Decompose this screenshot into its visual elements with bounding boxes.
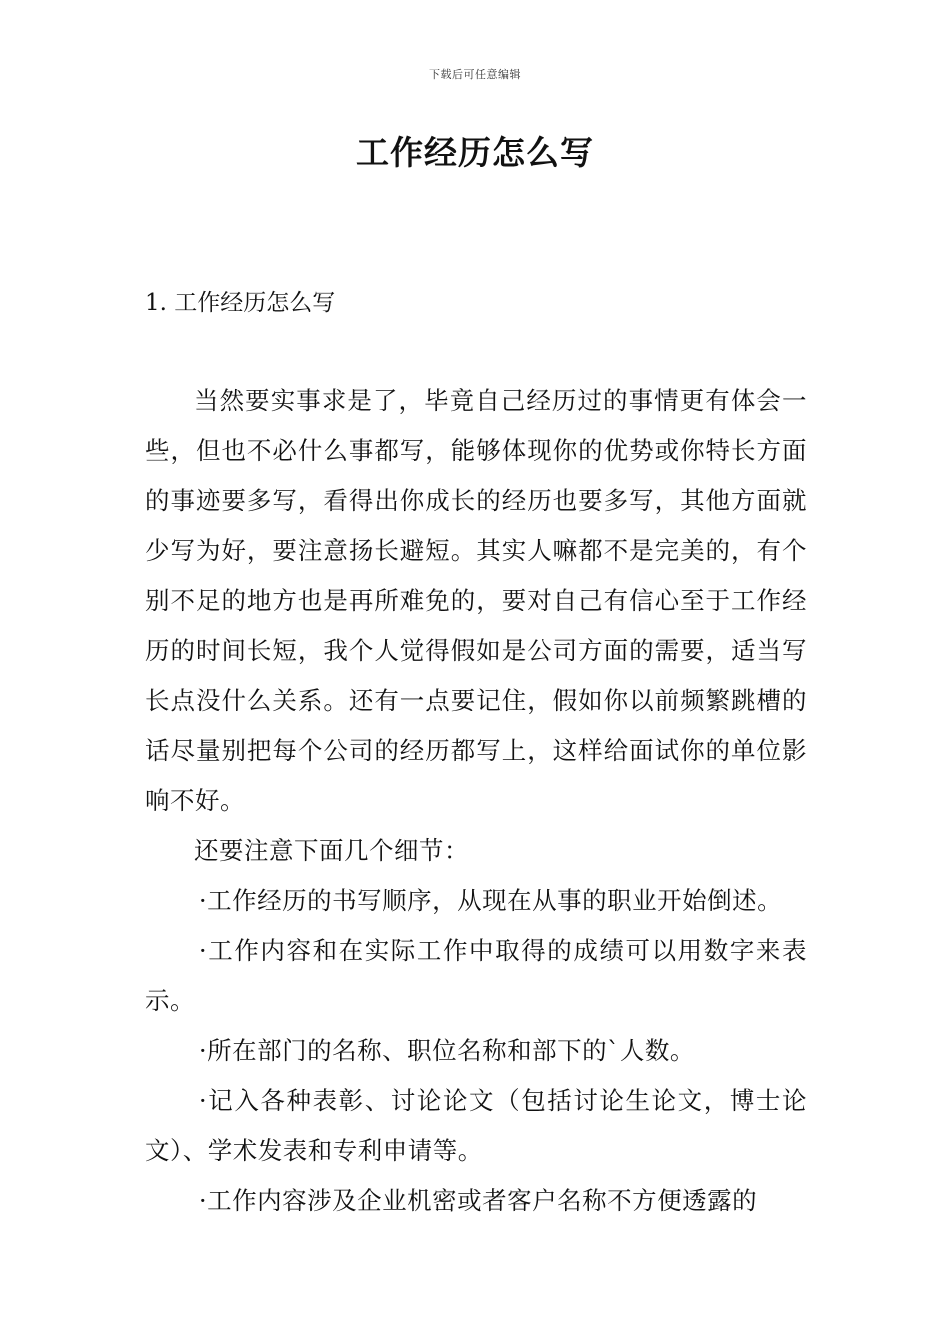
bullet-item: ·所在部门的名称、职位名称和部下的`人数。 — [198, 1036, 695, 1065]
bullet-item: ·工作内容涉及企业机密或者客户名称不方便透露的 — [198, 1186, 758, 1215]
bullet-item: ·记入各种表彰、讨论论文（包括讨论生论文，博士论文）、学术发表和专利申请等。 — [145, 1086, 807, 1165]
document-body — [145, 376, 807, 1226]
body-paragraph: 当然要实事求是了，毕竟自己经历过的事情更有体会一些，但也不必什么事都写，能够体现你的优势或你特长方面的事迹要多写，看得出你成长的经历也要多写，其他方面就少写为好，要注意扬长避短。其实人嘛都不是完美的，有个别不足的地方也是再所难免的，要对自己有信心至于工作经历的时间长短，我个人觉得假如是公司方面的需要，适当写长点没什么关系。还有一点要记住，假如你以前频繁跳槽的话尽量别把每个公司的经历都写上，这样给面试你的单位影响不好。 — [145, 386, 807, 815]
section-heading: 1. 工作经历怎么写 — [145, 290, 336, 316]
document-title: 工作经历怎么写 — [356, 133, 594, 172]
body-paragraph: 还要注意下面几个细节： — [194, 836, 469, 865]
page-header-note: 下载后可任意编辑 — [429, 68, 521, 81]
bullet-item: ·工作内容和在实际工作中取得的成绩可以用数字来表示。 — [145, 936, 807, 1015]
bullet-item: ·工作经历的书写顺序，从现在从事的职业开始倒述。 — [198, 886, 783, 915]
